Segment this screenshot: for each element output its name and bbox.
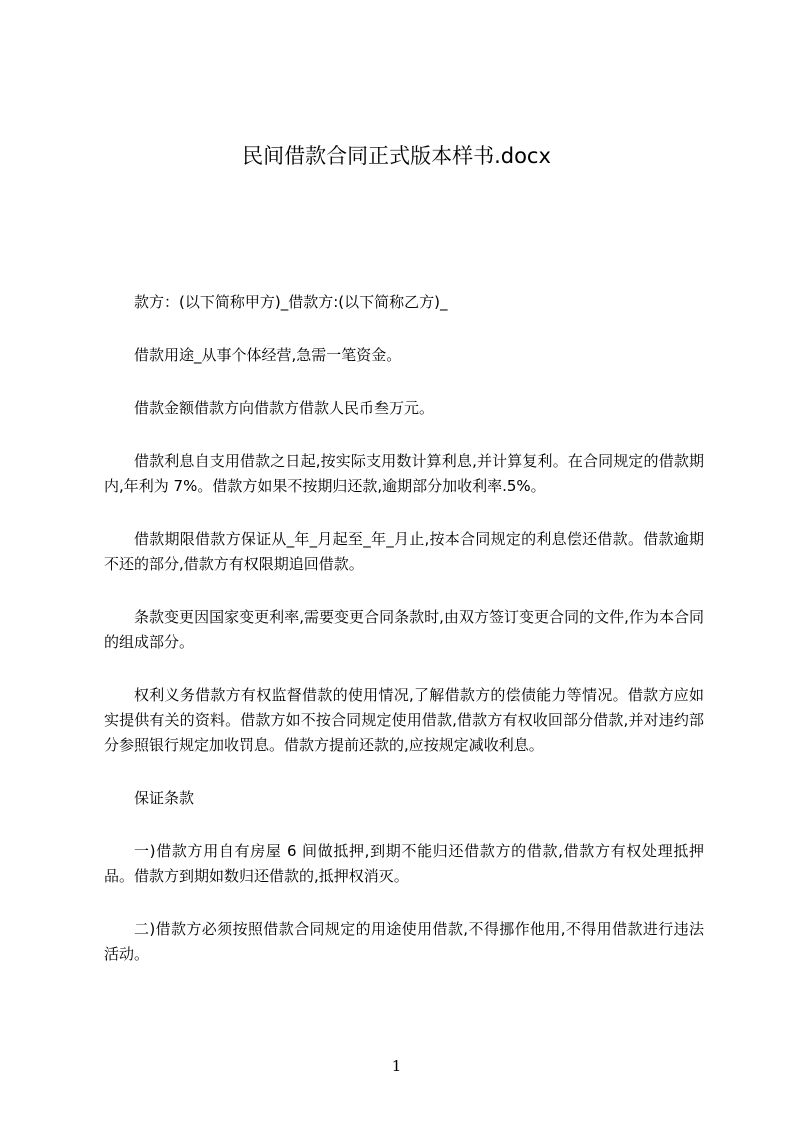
paragraph-guarantee-heading: 保证条款 bbox=[134, 789, 195, 807]
paragraph-guarantee-clause-2: 二)借款方必须按照借款合同规定的用途使用借款,不得挪作他用,不得用借款进行违法活动。 bbox=[104, 920, 704, 963]
page-number: 1 bbox=[391, 1057, 402, 1075]
document-title: 民间借款合同正式版本样书.docx bbox=[242, 144, 551, 168]
paragraph-loan-amount: 借款金额借款方向借款方借款人民币叁万元。 bbox=[134, 399, 435, 417]
paragraph-loan-term: 借款期限借款方保证从_年_月起至_年_月止,按本合同规定的利息偿还借款。借款逾期不还的部分,借款方有权限期追回借款。 bbox=[104, 530, 704, 573]
paragraph-parties: 款方：(以下简称甲方)_借款方:(以下简称乙方)_ bbox=[134, 293, 448, 311]
paragraph-loan-interest: 借款利息自支用借款之日起,按实际支用数计算利息,并计算复利。在合同规定的借款期内,年利为 7%。借款方如果不按期归还款,逾期部分加收利率.5%。 bbox=[104, 452, 704, 495]
paragraph-term-changes: 条款变更因国家变更利率,需要变更合同条款时,由双方签订变更合同的文件,作为本合同的组成部分。 bbox=[104, 608, 704, 651]
paragraph-loan-purpose: 借款用途_从事个体经营,急需一笔资金。 bbox=[134, 346, 402, 364]
paragraph-rights-obligations: 权利义务借款方有权监督借款的使用情况,了解借款方的偿债能力等情况。借款方应如实提供有关的资料。借款方如不按合同规定使用借款,借款方有权收回部分借款,并对违约部分参照银行规定加收罚息。借款方提前还款的,应按规定减收利息。 bbox=[104, 686, 704, 754]
paragraph-guarantee-clause-1: 一)借款方用自有房屋 6 间做抵押,到期不能归还借款方的借款,借款方有权处理抵押品。借款方到期如数归还借款的,抵押权消灭。 bbox=[104, 842, 704, 885]
document-body bbox=[104, 290, 704, 995]
